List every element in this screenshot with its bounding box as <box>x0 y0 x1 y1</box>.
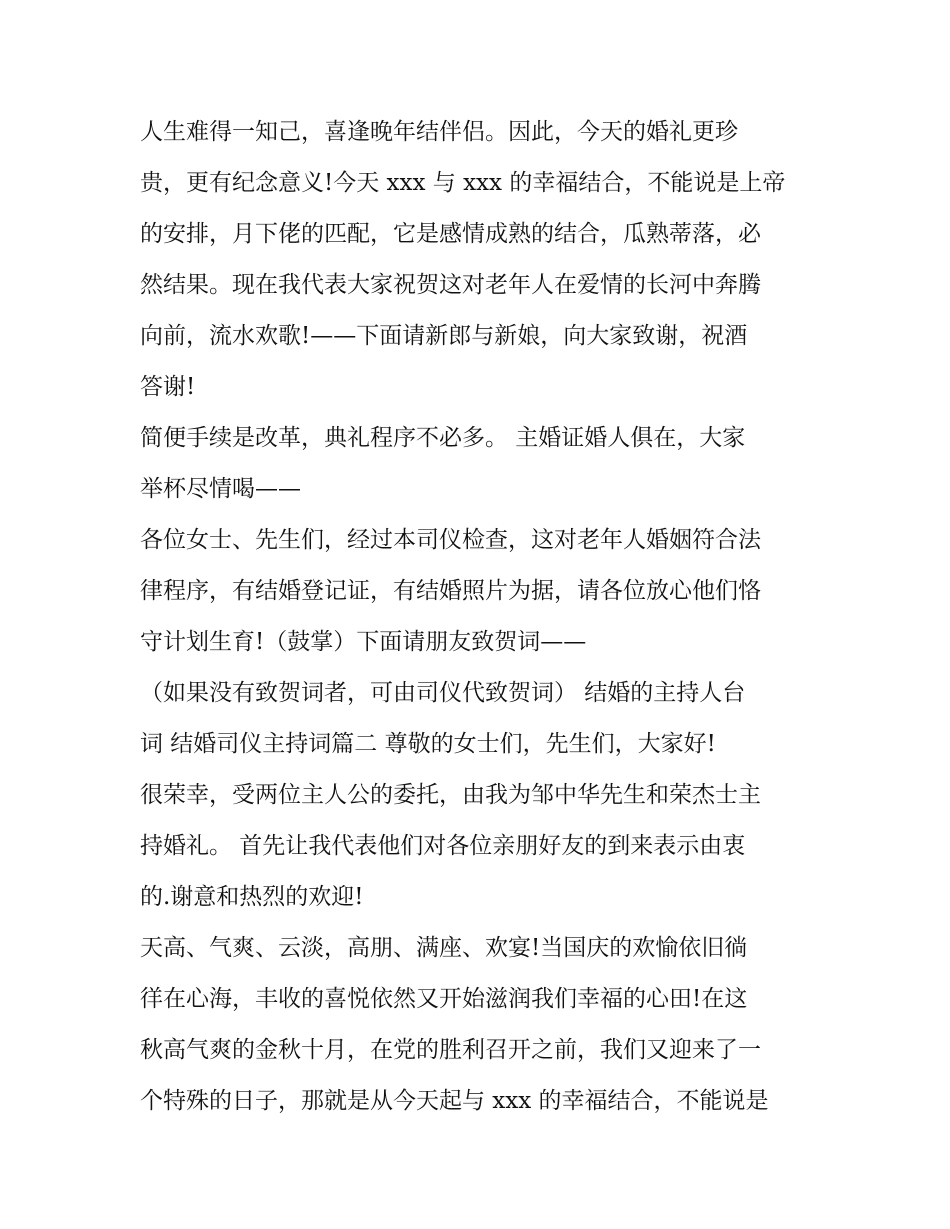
text-line: 简便手续是改革，典礼程序不必多。 主婚证婚人俱在，大家 <box>140 425 746 451</box>
text-line: 人生难得一知己，喜逢晚年结伴侣。因此，今天的婚礼更珍 <box>140 119 738 145</box>
text-line: 然结果。现在我代表大家祝贺这对老年人在爱情的长河中奔腾 <box>140 272 761 298</box>
text-line: 的安排，月下佬的匹配，它是感情成熟的结合，瓜熟蒂落，必 <box>140 221 761 247</box>
text-line: 天高、气爽、云淡，高朋、满座、欢宴!当国庆的欢愉依旧徜 <box>140 935 748 961</box>
text-line: 个特殊的日子，那就是从今天起与 xxx 的幸福结合，不能说是 <box>140 1088 769 1114</box>
text-line: 贵，更有纪念意义!今天 xxx 与 xxx 的幸福结合，不能说是上帝 <box>140 170 786 196</box>
text-line: 各位女士、先生们，经过本司仪检查，这对老年人婚姻符合法 <box>140 527 761 553</box>
text-line: 守计划生育!（鼓掌）下面请朋友致贺词—— <box>140 629 587 655</box>
text-line: 徉在心海，丰收的喜悦依然又开始滋润我们幸福的心田!在这 <box>140 986 748 1012</box>
text-line: 的.谢意和热烈的欢迎! <box>140 884 364 910</box>
text-line: 向前，流水欢歌!——下面请新郎与新娘，向大家致谢，祝酒 <box>140 323 748 349</box>
text-line: 很荣幸，受两位主人公的委托，由我为邹中华先生和荣杰士主 <box>140 782 761 808</box>
text-line: 举杯尽情喝—— <box>140 476 301 502</box>
body-text <box>140 107 820 1127</box>
text-line: 答谢! <box>140 374 196 400</box>
text-line: （如果没有致贺词者，可由司仪代致贺词） 结婚的主持人台 <box>140 680 746 706</box>
text-line: 词 结婚司仪主持词篇二 尊敬的女士们，先生们，大家好! <box>140 731 716 757</box>
text-line: 持婚礼。 首先让我代表他们对各位亲朋好友的到来表示由衷 <box>140 833 746 859</box>
text-line: 律程序，有结婚登记证，有结婚照片为据，请各位放心他们恪 <box>140 578 761 604</box>
text-line: 秋高气爽的金秋十月，在党的胜利召开之前，我们又迎来了一 <box>140 1037 761 1063</box>
